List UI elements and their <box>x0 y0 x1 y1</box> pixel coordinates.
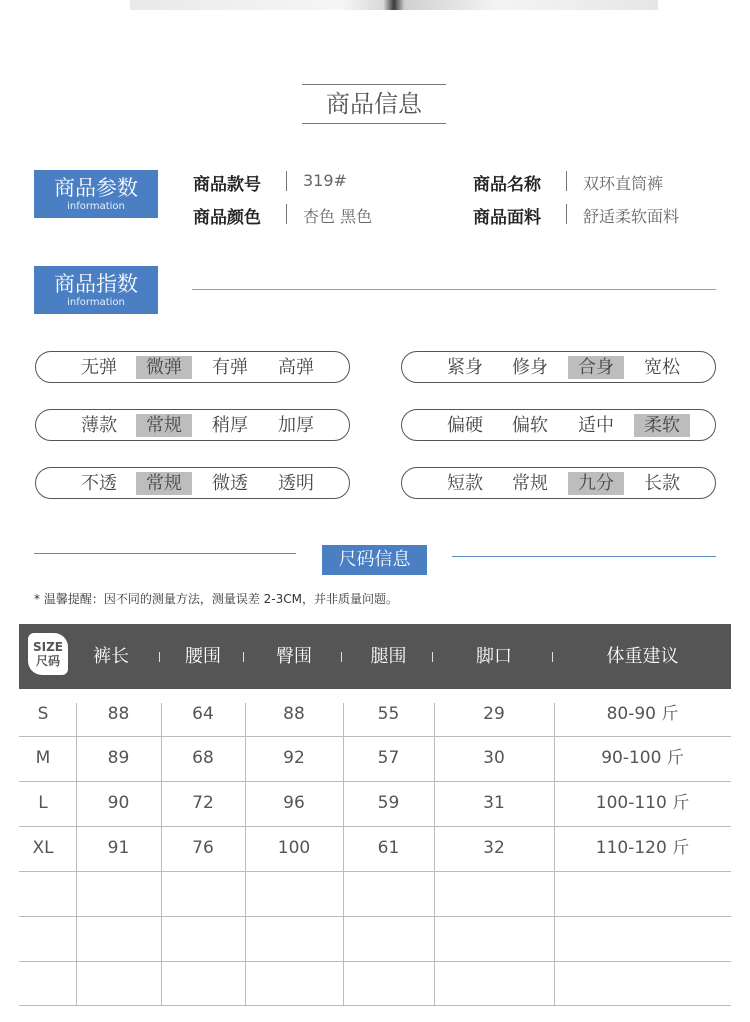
size-cell: 68 <box>192 748 214 768</box>
index-option: 偏硬 <box>447 415 483 436</box>
index-option-selected: 九分 <box>568 472 624 495</box>
index-option-selected: 常规 <box>136 414 192 437</box>
index-option: 短款 <box>447 473 483 494</box>
index-option: 高弹 <box>278 357 314 378</box>
table-row-line <box>19 916 731 917</box>
param-separator <box>566 171 567 191</box>
size-cell: 57 <box>377 748 400 768</box>
size-cell: M <box>35 748 51 768</box>
index-scale <box>35 467 350 499</box>
index-option: 加厚 <box>278 415 314 436</box>
index-option-selected: 微弹 <box>136 356 192 379</box>
size-cell: 29 <box>483 704 505 724</box>
size-cell: 89 <box>107 748 130 768</box>
size-header-cell: 裤长 <box>93 646 129 667</box>
index-option: 偏软 <box>512 415 548 436</box>
size-cell: 59 <box>377 793 400 813</box>
product-photo-edge <box>130 0 658 10</box>
param-label: 商品面料 <box>473 208 541 228</box>
param-value: 杏色 黑色 <box>303 207 373 226</box>
size-cell: 76 <box>192 838 214 858</box>
index-badge <box>34 266 158 314</box>
header-divider <box>341 652 342 662</box>
index-option: 透明 <box>278 473 314 494</box>
index-badge-title: 商品指数 <box>54 272 138 296</box>
param-separator <box>566 204 567 224</box>
index-option: 修身 <box>512 357 548 378</box>
size-cell: XL <box>32 838 54 858</box>
size-cell: 31 <box>483 793 505 813</box>
size-cell: 32 <box>483 838 505 858</box>
table-row-line <box>19 1005 731 1006</box>
param-value: 319# <box>303 171 347 190</box>
size-cell: 90-100 斤 <box>601 748 684 768</box>
index-option: 长款 <box>644 473 680 494</box>
index-option: 微透 <box>212 473 248 494</box>
index-option: 常规 <box>512 473 548 494</box>
header-divider <box>552 652 553 662</box>
size-cell: S <box>37 704 49 724</box>
params-badge <box>34 170 158 218</box>
param-value: 舒适柔软面料 <box>583 207 680 226</box>
size-cell: L <box>38 793 48 813</box>
size-header-cell: 腿围 <box>370 646 407 667</box>
index-option-selected: 合身 <box>568 356 624 379</box>
size-cell: 110-120 斤 <box>595 838 690 858</box>
index-option: 宽松 <box>644 357 680 378</box>
index-option: 有弹 <box>212 357 248 378</box>
size-cell: 91 <box>107 838 130 858</box>
index-option: 薄款 <box>81 415 117 436</box>
index-option: 无弹 <box>81 357 117 378</box>
size-title: 尺码信息 <box>322 545 427 575</box>
table-row-line <box>19 871 731 872</box>
index-scale <box>35 409 350 441</box>
size-cell: 55 <box>377 704 400 724</box>
size-cell: 64 <box>192 704 214 724</box>
header-divider <box>243 652 244 662</box>
size-cell: 88 <box>107 704 130 724</box>
param-separator <box>286 171 287 191</box>
section-title: 商品信息 <box>302 84 446 124</box>
size-header-cell: 臀围 <box>276 646 312 667</box>
index-option: 稍厚 <box>212 415 248 436</box>
size-cell: 30 <box>483 748 505 768</box>
params-badge-sub: information <box>67 201 125 212</box>
size-cell: 100-110 斤 <box>595 793 690 813</box>
size-header-cell: 体重建议 <box>606 646 679 667</box>
params-badge-title: 商品参数 <box>54 176 138 200</box>
index-option: 紧身 <box>447 357 483 378</box>
size-cell: 80-90 斤 <box>606 704 679 724</box>
size-cell: 92 <box>283 748 305 768</box>
size-divider-left <box>34 553 296 554</box>
size-cell: 61 <box>377 838 400 858</box>
param-value: 双环直筒裤 <box>583 174 664 193</box>
index-option: 适中 <box>578 415 614 436</box>
index-badge-sub: information <box>67 297 125 308</box>
size-header-cell: 脚口 <box>476 646 512 667</box>
size-logo-top: SIZE <box>32 640 63 654</box>
size-divider-right <box>452 556 716 557</box>
table-row-line <box>19 961 731 962</box>
size-cell: 72 <box>192 793 214 813</box>
index-scale <box>401 351 716 383</box>
index-scale <box>35 351 350 383</box>
param-label: 商品款号 <box>193 175 261 195</box>
param-separator <box>286 204 287 224</box>
size-tip: * 温馨提醒：因不同的测量方法，测量误差 2-3CM，并非质量问题。 <box>34 592 398 606</box>
param-label: 商品名称 <box>473 175 541 195</box>
size-logo-bottom: 尺码 <box>35 654 60 668</box>
index-option-selected: 常规 <box>136 472 192 495</box>
size-cell: 100 <box>277 838 311 858</box>
index-option: 不透 <box>81 473 117 494</box>
index-scale <box>401 409 716 441</box>
param-label: 商品颜色 <box>193 208 261 228</box>
index-option-selected: 柔软 <box>634 414 690 437</box>
header-divider <box>432 652 433 662</box>
size-cell: 90 <box>107 793 130 813</box>
index-scale <box>401 467 716 499</box>
index-divider <box>192 289 716 290</box>
size-cell: 96 <box>283 793 305 813</box>
size-header-cell: 腰围 <box>185 646 221 667</box>
size-cell: 88 <box>283 704 305 724</box>
header-divider <box>159 652 160 662</box>
